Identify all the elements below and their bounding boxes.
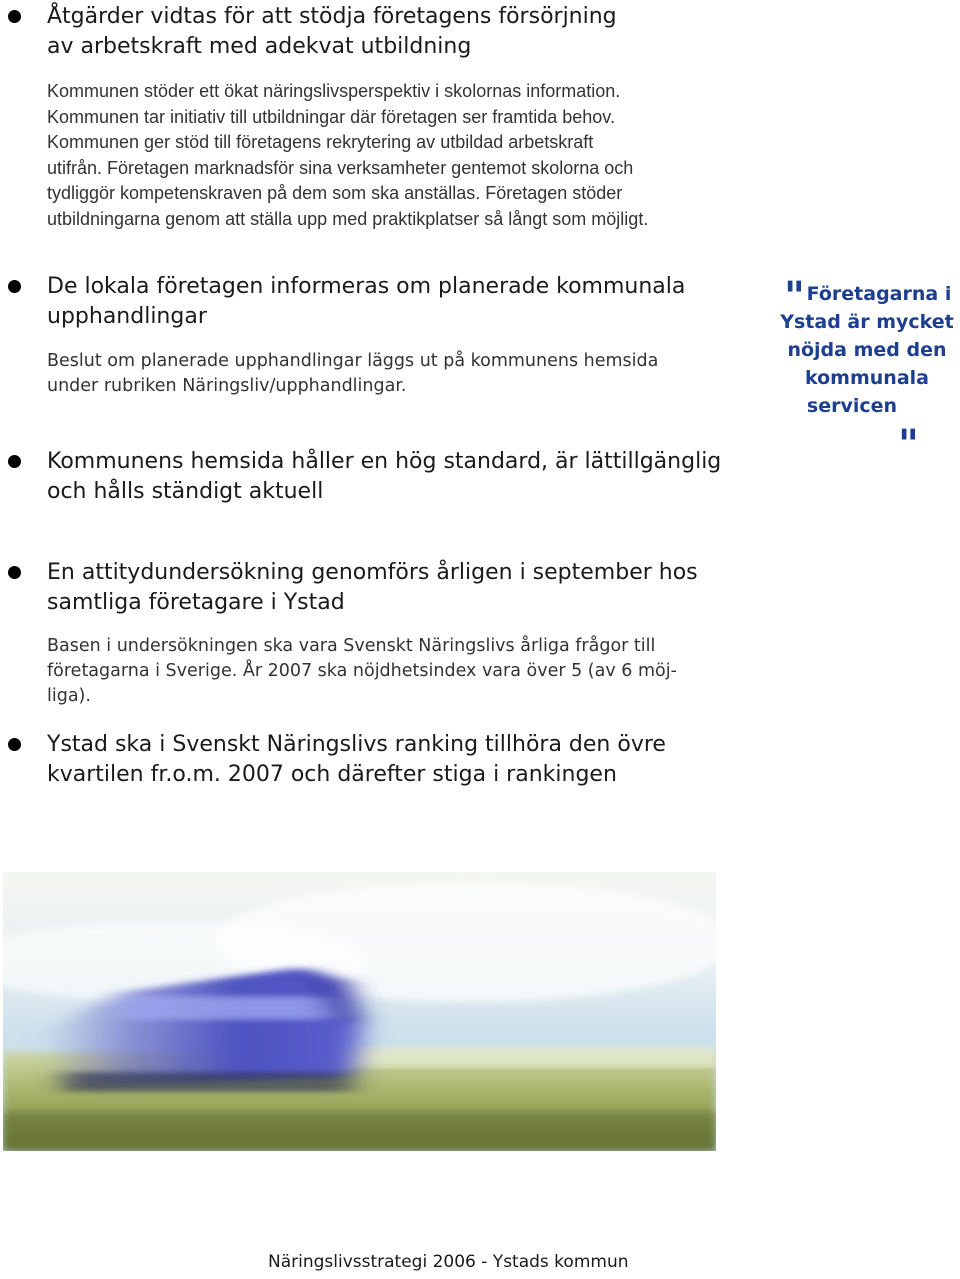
- train-image: [3, 872, 716, 1151]
- section-body: Beslut om planerade upphandlingar läggs ut på kommunens hemsida under rubriken Näringsliv/upphandlingar.: [47, 351, 659, 396]
- section-heading: Åtgärder vidtas för att stödja företagens försörjning av arbetskraft med adekvat utbildning: [47, 4, 617, 59]
- section-heading: En attitydundersökning genomförs årligen i september hos samtliga företagare i Ystad: [47, 560, 698, 615]
- section-body: Kommunen stöder ett ökat näringslivsperspektiv i skolornas information. Kommunen tar initiativ till utbildningar där företagen ser framtida behov. Kommunen ger stöd till företagens rekrytering av utbildad arbetskraft utifrån. Företagen marknadsför sina verksamheter gentemot skolorna och tydliggör kompetenskraven på dem som ska anställas. Företagen stöder utbildningarna genom att ställa upp med praktikplatser så långt som möjligt.: [47, 81, 649, 229]
- bullet-icon: [8, 738, 21, 751]
- open-quote-mark: ": [784, 274, 805, 320]
- bullet-icon: [8, 455, 21, 468]
- bullet-icon: [8, 280, 21, 293]
- section-heading: Kommunens hemsida håller en hög standard, är lättillgänglig och hålls ständigt aktuell: [47, 449, 722, 504]
- bullet-icon: [8, 566, 21, 579]
- section-heading: De lokala företagen informeras om planerade kommunala upphandlingar: [47, 274, 686, 329]
- close-quote-mark: ": [898, 422, 919, 468]
- train-photo: [3, 872, 716, 1151]
- bullet-icon: [8, 10, 21, 23]
- quote-text: Företagarna i Ystad är mycket nöjda med den kommunala servicen: [780, 283, 954, 417]
- page-footer: Näringslivsstrategi 2006 - Ystads kommun: [268, 1252, 629, 1272]
- section-body: Basen i undersökningen ska vara Svenskt Näringslivs årliga frågor till företagarna i Sverige. År 2007 ska nöjdhetsindex vara över 5 (av 6 möj- liga).: [47, 636, 677, 706]
- section-heading: Ystad ska i Svenskt Näringslivs ranking tillhöra den övre kvartilen fr.o.m. 2007 och därefter stiga i rankingen: [47, 732, 666, 787]
